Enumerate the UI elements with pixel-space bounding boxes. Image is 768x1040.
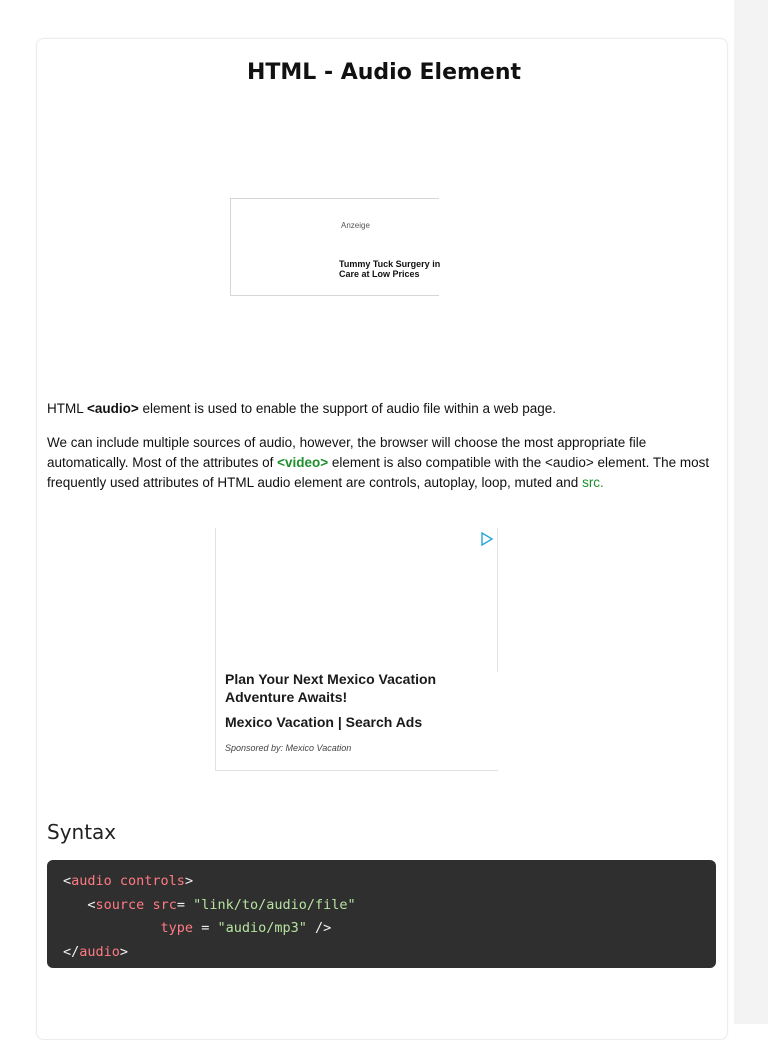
- ad-mid-subline[interactable]: Mexico Vacation | Search Ads: [225, 714, 423, 730]
- adchoices-icon[interactable]: [480, 532, 494, 546]
- ad-banner-mid[interactable]: [215, 528, 498, 771]
- code-attr: src: [144, 896, 177, 913]
- code-punct: </: [63, 943, 80, 960]
- ad-border: [497, 528, 498, 672]
- code-tag: audio: [79, 943, 120, 960]
- code-punct: >: [119, 943, 129, 960]
- intro-text: HTML: [47, 401, 87, 416]
- code-tag: source: [95, 896, 145, 913]
- intro-text: We can include multiple sources of audio, however, the browser will choose the most appropriate file automatically. Most of the attributes of: [47, 435, 647, 470]
- code-punct: =: [193, 920, 218, 936]
- ad-label: Anzeige: [341, 221, 370, 230]
- code-punct: >: [184, 873, 194, 889]
- code-punct: <: [63, 873, 72, 889]
- src-link[interactable]: src.: [582, 475, 604, 490]
- ad-banner-top[interactable]: [230, 198, 439, 296]
- ad-headline[interactable]: [339, 259, 449, 279]
- code-punct: />: [306, 920, 332, 936]
- ad-mid-headline-line1[interactable]: Plan Your Next Mexico Vacation: [225, 671, 437, 687]
- intro-text: element is also compatible with the <audio> element. The most frequently used attributes of HTML audio element are controls, autoplay, loop, muted and: [47, 455, 710, 490]
- ad-mid-sponsor: Sponsored by: Mexico Vacation: [225, 743, 352, 753]
- intro-paragraph-2: [47, 433, 715, 493]
- intro-paragraph-1: [47, 399, 715, 419]
- ad-headline-line1[interactable]: Tummy Tuck Surgery in: [339, 259, 441, 269]
- code-block: [47, 860, 716, 968]
- audio-tag-text: <audio>: [87, 401, 139, 416]
- code-attr: type: [160, 920, 194, 936]
- page-title: HTML - Audio Element: [246, 60, 522, 85]
- code-tag: audio controls: [71, 873, 185, 889]
- video-tag-link[interactable]: <video>: [277, 455, 329, 470]
- ad-mid-headline[interactable]: [225, 670, 437, 706]
- code-string: "audio/mp3": [217, 920, 307, 936]
- code-punct: =: [176, 896, 194, 913]
- syntax-heading: Syntax: [47, 820, 117, 844]
- ad-mid-headline-line2[interactable]: Adventure Awaits!: [225, 689, 348, 705]
- code-punct: <: [87, 896, 96, 913]
- intro-text: element is used to enable the support of audio file within a web page.: [138, 401, 557, 416]
- scrollbar-track[interactable]: [734, 0, 768, 1024]
- code-string: "link/to/audio/file": [193, 896, 356, 913]
- code-indent: [63, 897, 87, 913]
- ad-headline-line2[interactable]: Care at Low Prices: [339, 269, 420, 279]
- code-indent: [63, 920, 161, 936]
